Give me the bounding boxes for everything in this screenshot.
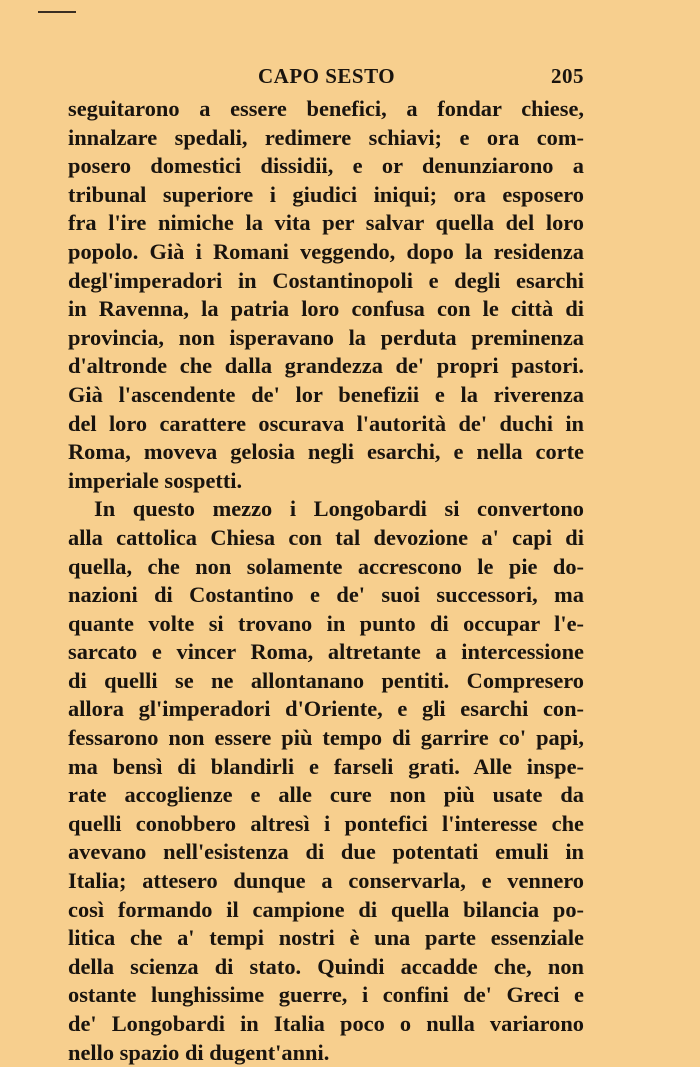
text-line: alla cattolica Chiesa con tal devozione a' capi di	[68, 524, 584, 550]
text-line: avevano nell'esistenza di due potentati emuli in	[68, 839, 584, 865]
text-line: quelli conobbero altresì i pontefici l'interesse che	[68, 810, 584, 836]
text-line: d'altronde che dalla grandezza de' propri pastori.	[68, 353, 584, 379]
text-line: popolo. Già i Romani veggendo, dopo la residenza	[68, 238, 584, 264]
text-line: fra l'ire nimiche la vita per salvar quella del loro	[68, 210, 584, 236]
text-line: allora gl'imperadori d'Oriente, e gli esarchi con-	[68, 696, 584, 722]
text-line: del loro carattere oscurava l'autorità de' duchi in	[68, 410, 584, 436]
text-line: nazioni di Costantino e de' suoi successori, ma	[68, 582, 584, 608]
text-line: nello spazio di dugent'anni.	[68, 1039, 330, 1065]
text-line: provincia, non isperavano la perduta preminenza	[68, 324, 584, 350]
text-line: così formando il campione di quella bilancia po-	[68, 896, 584, 922]
text-line: seguitarono a essere benefici, a fondar chiese,	[68, 96, 584, 121]
text-line: ma bensì di blandirli e farseli grati. Alle inspe-	[68, 753, 584, 779]
text-line: sarcato e vincer Roma, altretante a intercessione	[68, 639, 584, 665]
text-line: in Ravenna, la patria loro confusa con le città di	[68, 296, 584, 322]
page-number: 205	[551, 64, 584, 88]
top-rule	[38, 11, 76, 13]
body-text	[68, 95, 584, 1067]
text-line: tribunal superiore i giudici iniqui; ora esposero	[68, 181, 584, 207]
text-line: rate accoglienze e alle cure non più usate da	[68, 782, 584, 808]
chapter-title: CAPO SESTO	[258, 64, 396, 88]
text-line: Roma, moveva gelosia negli esarchi, e nella corte	[68, 439, 584, 465]
text-line: quante volte si trovano in punto di occupar l'e-	[68, 610, 584, 636]
text-line: Già l'ascendente de' lor benefizii e la riverenza	[68, 381, 584, 407]
text-line: della scienza di stato. Quindi accadde che, non	[68, 953, 584, 979]
text-line: In questo mezzo i Longobardi si convertono	[94, 496, 584, 522]
text-line: quella, che non solamente accrescono le pie do-	[68, 553, 584, 579]
text-line: litica che a' tempi nostri è una parte essenziale	[68, 925, 584, 951]
text-line: Italia; attesero dunque a conservarla, e vennero	[68, 868, 584, 894]
text-line: di quelli se ne allontanano pentiti. Compresero	[68, 667, 584, 693]
text-line: imperiale sospetti.	[68, 467, 243, 493]
text-line: ostante lunghissime guerre, i confini de' Greci e	[68, 982, 584, 1008]
text-line: de' Longobardi in Italia poco o nulla variarono	[68, 1011, 584, 1036]
text-line: fessarono non essere più tempo di garrire co' papi,	[68, 725, 584, 751]
text-line: innalzare spedali, redimere schiavi; e ora com-	[68, 124, 584, 150]
text-line: posero domestici dissidii, e or denunziarono a	[68, 153, 584, 179]
text-line: degl'imperadori in Costantinopoli e degli esarchi	[68, 267, 584, 293]
